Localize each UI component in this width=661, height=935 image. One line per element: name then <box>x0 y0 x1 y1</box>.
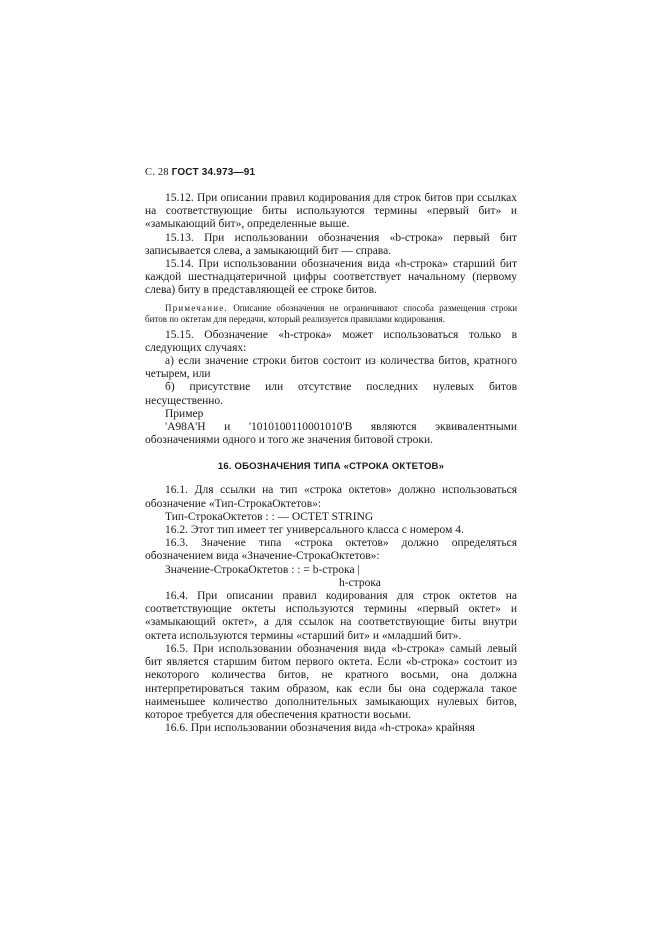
paragraph-16-1: 16.1. Для ссылки на тип «строка октетов» должно использоваться обозначение «Тип-СтрокаОктетов»: <box>145 484 517 510</box>
paragraph-15-14: 15.14. При использовании обозначения вида «h-строка» старший бит каждой шестнадцатеричной цифры соответствует начальному (первому слева) биту в представляющей ее строке битов. <box>145 258 517 297</box>
page-number: С. 28 <box>145 167 169 178</box>
note-block <box>145 303 517 325</box>
paragraph-15-15-a: а) если значение строки битов состоит из количества битов, кратного четырем, или <box>145 355 517 381</box>
page-header <box>145 166 517 179</box>
paragraph-16-3: 16.3. Значение типа «строка октетов» должно определяться обозначением вида «Значение-СтрокаОктетов»: <box>145 537 517 563</box>
paragraph-16-6: 16.6. При использовании обозначения вида «h-строка» крайняя <box>165 722 475 735</box>
syntax-octet-string-value: Значение-СтрокаОктетов : : = b-строка | <box>165 563 360 576</box>
syntax-octet-string-type: Тип-СтрокаОктетов : : — OCTET STRING <box>165 510 374 523</box>
standard-designation: ГОСТ 34.973—91 <box>171 167 256 178</box>
document-page <box>145 166 517 735</box>
paragraph-16-2: 16.2. Этот тип имеет тег универсального класса с номером 4. <box>165 524 464 537</box>
example-text: 'A98A'H и '1010100110001010'B являются эквивалентными обозначениями одного и того же значения битовой строки. <box>145 421 517 447</box>
example-label: Пример <box>165 407 204 420</box>
paragraph-15-15-b: б) присутствие или отсутствие последних нулевых битов несущественно. <box>145 381 517 407</box>
note-text: Описание обозначения не ограничивают способа размещения строки битов по октетам для передачи, который реализуется правилами кодирования. <box>145 302 518 324</box>
paragraph-16-5: 16.5. При использовании обозначения вида «b-строка» самый левый бит является старшим битом первого октета. Если «b-строка» состоит из некоторого количества битов, не кратного восьми, она должна интерпретироваться таким образом, как если бы она содержала такое наименьшее количество дополнительных замыкающих нулевых битов, которое требуется для обеспечения кратности восьми. <box>145 642 517 721</box>
paragraph-15-12: 15.12. При описании правил кодирования для строк битов при ссылках на соответствующие биты используются термины «первый бит» и «замыкающий бит», определенные выше. <box>145 192 517 231</box>
paragraph-15-15: 15.15. Обозначение «h-строка» может использоваться только в следующих случаях: <box>145 328 517 354</box>
note-label: Примечание. <box>165 302 228 313</box>
section-16-heading: 16. ОБОЗНАЧЕНИЯ ТИПА «СТРОКА ОКТЕТОВ» <box>217 461 445 473</box>
paragraph-16-4: 16.4. При описании правил кодирования для строк октетов на соответствующие октеты используются термины «первый октет» и «замыкающий октет», а для ссылок на соответствующие биты внутри октета используются термины «старший бит» и «младший бит». <box>145 590 517 642</box>
paragraph-15-13: 15.13. При использовании обозначения «b-строка» первый бит записывается слева, а замыкающий бит — справа. <box>145 231 517 257</box>
syntax-octet-string-value-alt: h-строка <box>339 576 381 589</box>
